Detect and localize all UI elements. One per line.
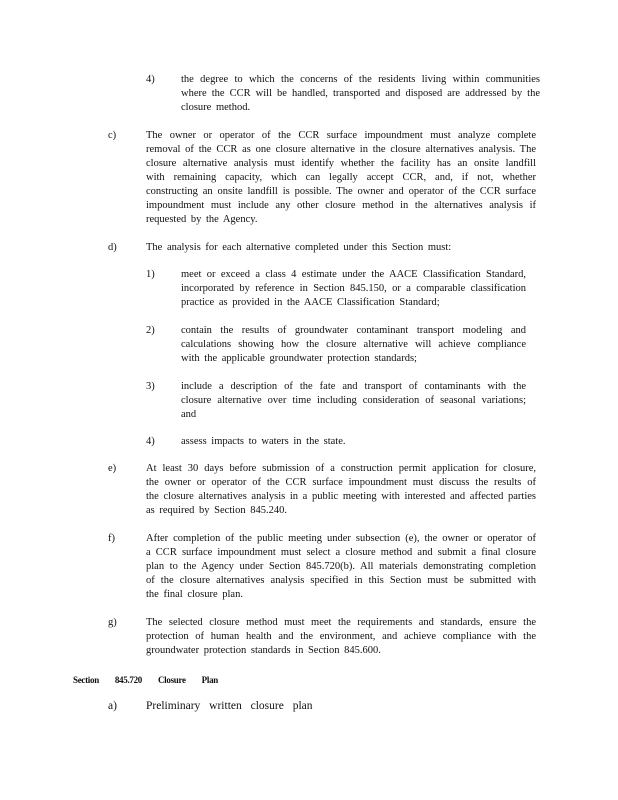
- item-text: include a description of the fate and transport of contaminants with the closure alternative over time including consideration of seasonal variations; and: [181, 381, 526, 420]
- item-text: the degree to which the concerns of the residents living within communities where the CCR will be handled, transported and disposed are addressed by the closure method.: [181, 74, 540, 113]
- section-title-word: Plan: [201, 675, 218, 685]
- item-label: e): [108, 463, 117, 474]
- section-heading: [73, 673, 218, 687]
- item-text: The owner or operator of the CCR surface impoundment must analyze complete removal of the CCR as one closure alternative in the closure alternatives analysis. The closure alternative analysis must identify whether the facility has an onsite landfill with remaining capacity, which can legally accept CCR, and, if not, whether constructing an onsite landfill is possible. The owner and operator of the CCR surface impoundment must include any other closure method in the alternatives analysis if requested by the Agency.: [146, 130, 536, 225]
- item-label: f): [108, 533, 115, 544]
- item-text: meet or exceed a class 4 estimate under the AACE Classification Standard, incorporated by reference in Section 845.150, or a comparable classification practice as provided in the AACE Classification Standard;: [181, 269, 526, 308]
- item-text: assess impacts to waters in the state.: [181, 436, 346, 447]
- item-label: 2): [146, 325, 155, 336]
- item-text: At least 30 days before submission of a construction permit application for closure, the owner or operator of the CCR surface impoundment must discuss the results of the closure alternatives analysis in a public meeting with interested and affected parties as required by Section 845.240.: [146, 463, 537, 516]
- item-label: 4): [146, 74, 155, 85]
- item-label: d): [108, 242, 117, 253]
- section-number: 845.720: [114, 675, 143, 685]
- item-text: The selected closure method must meet the requirements and standards, ensure the protection of human health and the environment, and achieve compliance with the groundwater protection standards in Section 845.600.: [146, 617, 536, 656]
- section-title-word: Closure: [157, 675, 186, 685]
- item-text: After completion of the public meeting under subsection (e), the owner or operator of a CCR surface impoundment must select a closure method and submit a final closure plan to the Agency under Section 845.720(b). All materials demonstrating completion of the closure alternatives analysis specified in this Section must be submitted with the final closure plan.: [146, 533, 536, 600]
- section-word: Section: [73, 675, 99, 685]
- item-text: The analysis for each alternative completed under this Section must:: [146, 242, 452, 253]
- item-label: 3): [146, 381, 155, 392]
- item-label: 4): [146, 436, 155, 447]
- subsection-label: a): [108, 700, 117, 712]
- subsection-title: Preliminary written closure plan: [146, 700, 313, 712]
- item-label: g): [108, 617, 117, 628]
- item-label: c): [108, 130, 117, 141]
- item-text: contain the results of groundwater contaminant transport modeling and calculations showing how the closure alternative will achieve compliance with the applicable groundwater protection standards;: [181, 325, 526, 364]
- item-label: 1): [146, 269, 155, 280]
